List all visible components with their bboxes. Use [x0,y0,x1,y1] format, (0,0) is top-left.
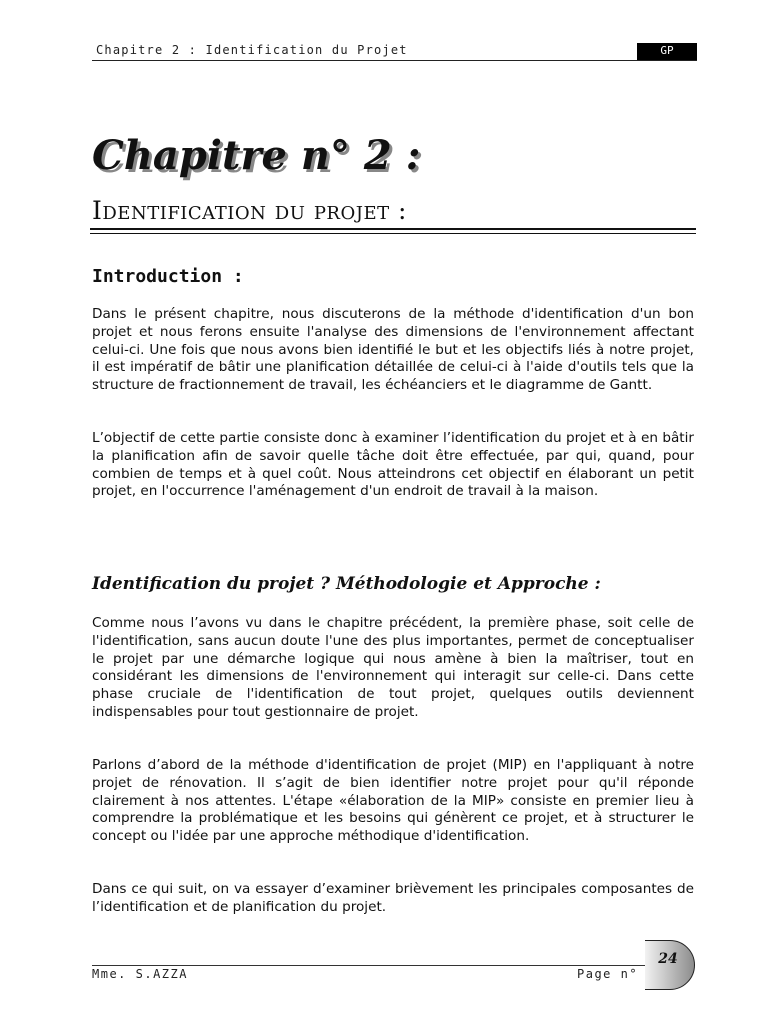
chapter-title: Chapitre n° 2 : [92,132,421,179]
section-paragraph-3: Dans ce qui suit, on va essayer d’examiner brièvement les principales composantes de l’identification et de planification du projet. [92,881,694,915]
title-rule-thick [90,228,696,230]
header-badge: GP [637,43,697,60]
section-paragraph-2: Parlons d’abord de la méthode d'identification de projet (MIP) en l'appliquant à notre projet de rénovation. Il s’agit de bien identifier notre projet pour qu'il réponde clairement à nos attentes. L'étape «élaboration de la MIP» consiste en premier lieu à comprendre la problématique et les besoins qui génèrent ce projet, et à structurer le concept ou l'idée par une approche méthodique d'identification. [92,757,694,845]
running-header [92,40,697,61]
title-rule-thin [90,233,696,234]
page-number: 24 [658,951,678,967]
page-number-tab [645,940,695,990]
header-title: Chapitre 2 : Identification du Projet [96,43,408,57]
introduction-heading: Introduction : [92,266,244,287]
footer-rule [92,965,645,966]
section-heading: Identification du projet ? Méthodologie et Approche : [92,574,601,594]
chapter-subtitle: Identification du projet : [92,196,407,225]
intro-paragraph-1: Dans le présent chapitre, nous discuterons de la méthode d'identification d'un bon projet et nous ferons ensuite l'analyse des dimensions de l'environnement affectant celui-ci. Une fois que nous avons bien identifié le but et les objectifs liés à notre projet, il est impératif de bâtir une planification détaillée de celui-ci à l'aide d'outils tels que la structure de fractionnement de travail, les échéanciers et le diagramme de Gantt. [92,306,694,394]
footer-author: Mme. S.AZZA [92,967,188,981]
section-paragraph-1: Comme nous l’avons vu dans le chapitre précédent, la première phase, soit celle de l'identification, sans aucun doute l'une des plus importantes, permet de conceptualiser le projet par une démarche logique qui nous amène à bien la maîtriser, tout en considérant les dimensions de l'environnement qui interagit sur celle-ci. Dans cette phase cruciale de l'identification de tout projet, quelques outils deviennent indispensables pour tout gestionnaire de projet. [92,615,694,720]
footer-page-label: Page n° [577,967,639,981]
intro-paragraph-2: L’objectif de cette partie consiste donc à examiner l’identification du projet et à en bâtir la planification afin de savoir quelle tâche doit être effectuée, par qui, quand, pour combien de temps et à quel coût. Nous atteindrons cet objectif en élaborant un petit projet, en l'occurrence l'aménagement d'un endroit de travail à la maison. [92,430,694,500]
